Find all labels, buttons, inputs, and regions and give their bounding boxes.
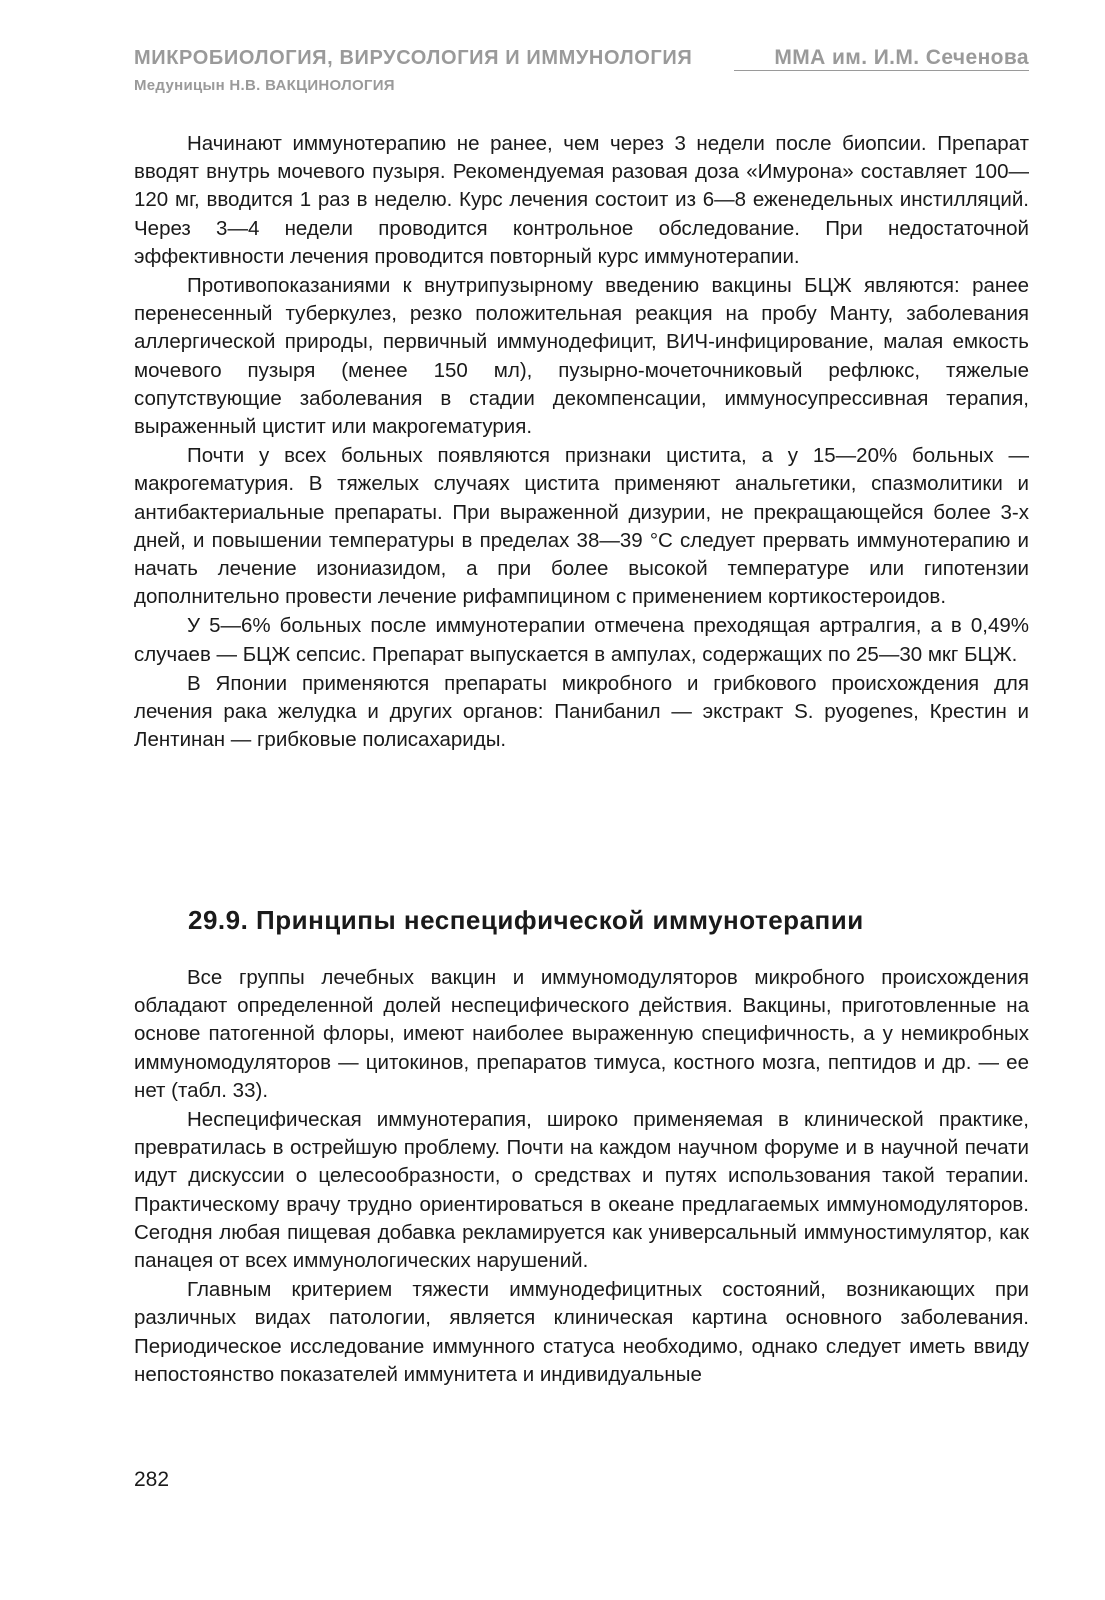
author-and-book-title: Медуницын Н.В. ВАКЦИНОЛОГИЯ [134, 77, 395, 94]
book-series-title: МИКРОБИОЛОГИЯ, ВИРУСОЛОГИЯ И ИММУНОЛОГИЯ [134, 47, 693, 69]
institution-name: ММА им. И.М. Сеченова [774, 46, 1029, 69]
paragraph: Главным критерием тяжести иммунодефицитных состояний, возникающих при различных видах патологии, является клиническая картина основного заболевания. Периодическое исследование иммунного статуса необходимо, однако следует иметь ввиду непостоянство показателей иммунитета и индивидуальные [134, 1278, 1029, 1386]
page-number: 282 [134, 1468, 170, 1491]
paragraph: В Японии применяются препараты микробного и грибкового происхождения для лечения рака желудка и других органов: Панибанил — экстракт S. pyogenes, Крестин и Лентинан — грибковые полисахариды. [134, 671, 1029, 752]
paragraph: Почти у всех больных появляются признаки цистита, а у 15—20% больных — макрогематурия. В тяжелых случаях цистита применяют анальгетики, спазмолитики и антибактериальные препараты. При выраженной дизурии, не прекращающейся более 3-х дней, и повышении температуры в пределах 38—39 °С следует прервать иммунотерапию и начать лечение изониазидом, а при более высокой температуре или гипотензии дополнительно провести лечение рифампицином с применением кортикостероидов. [134, 444, 1029, 609]
paragraph: Все группы лечебных вакцин и иммуномодуляторов микробного происхождения обладают определенной долей неспецифического действия. Вакцины, приготовленные на основе патогенной флоры, имеют наиболее выраженную специфичность, а у немикробных иммуномодуляторов — цитокинов, препаратов тимуса, костного мозга, пептидов и др. — ее нет (табл. 33). [134, 966, 1029, 1102]
running-head-top-line [134, 46, 1029, 70]
paragraph: Начинают иммунотерапию не ранее, чем через 3 недели после биопсии. Препарат вводят внутрь мочевого пузыря. Рекомендуемая разовая доза «Имурона» составляет 100—120 мг, вводится 1 раз в неделю. Курс лечения состоит из 6—8 еженедельных инстилляций. Через 3—4 недели проводится контрольное обследование. При недостаточной эффективности лечения проводится повторный курс иммунотерапии. [134, 132, 1029, 268]
text-block-bottom [134, 964, 1029, 1389]
running-head [134, 46, 1029, 96]
text-block-top [134, 130, 1029, 754]
section-heading: 29.9. Принципы неспецифической иммунотерапии [188, 905, 864, 935]
paragraph: Неспецифическая иммунотерапия, широко применяемая в клинической практике, превратилась в острейшую проблему. Почти на каждом научном форуме и в научной печати идут дискуссии о целесообразности, о средствах и путях использования такой терапии. Практическому врачу трудно ориентироваться в океане предлагаемых иммуномодуляторов. Сегодня любая пищевая добавка рекламируется как универсальный иммуностимулятор, как панацея от всех иммунологических нарушений. [134, 1108, 1029, 1273]
running-head-rule [734, 70, 1029, 71]
paragraph: У 5—6% больных после иммунотерапии отмечена преходящая артралгия, а в 0,49% случаев — БЦЖ сепсис. Препарат выпускается в ампулах, содержащих по 25—30 мкг БЦЖ. [134, 614, 1029, 666]
paragraph: Противопоказаниями к внутрипузырному введению вакцины БЦЖ являются: ранее перенесенный туберкулез, резко положительная реакция на пробу Манту, заболевания аллергической природы, первичный иммунодефицит, ВИЧ-инфицирование, малая емкость мочевого пузыря (менее 150 мл), пузырно-мочеточниковый рефлюкс, тяжелые сопутствующие заболевания в стадии декомпенсации, иммуносупрессивная терапия, выраженный цистит или макрогематурия. [134, 274, 1029, 439]
